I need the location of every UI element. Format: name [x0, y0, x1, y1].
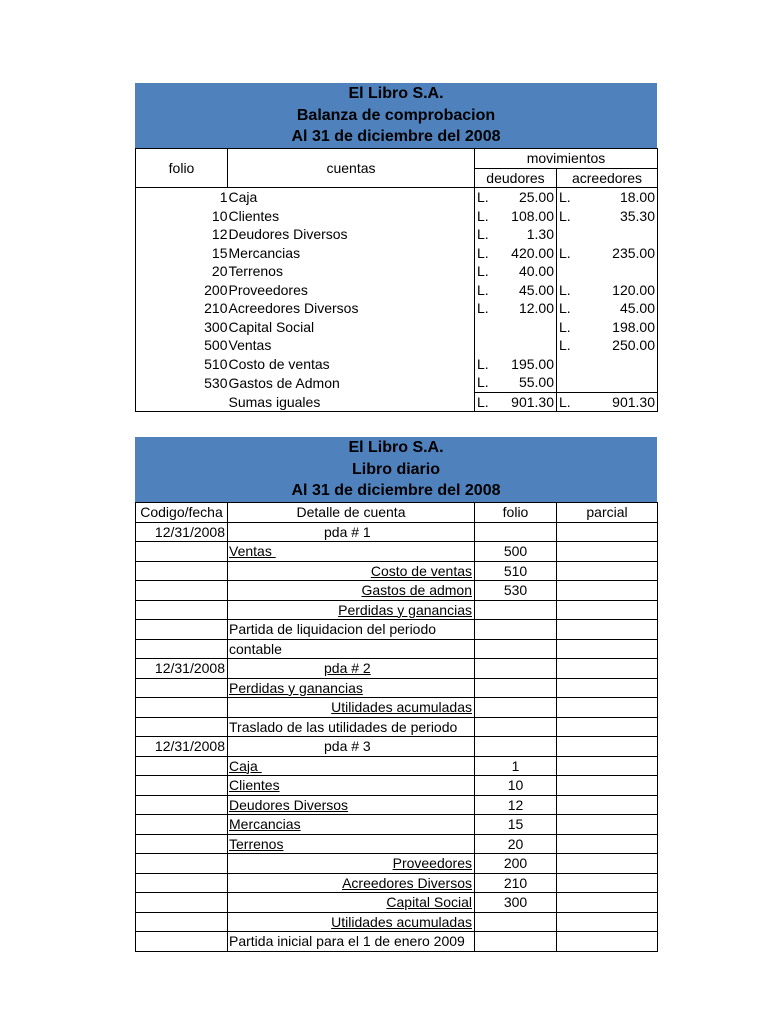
detalle-text: pda # 3	[324, 738, 371, 755]
amount: 25.00	[518, 189, 554, 206]
deudor-cell	[475, 225, 557, 244]
detalle-cell	[228, 600, 475, 620]
currency-symbol: L.	[559, 189, 571, 206]
balanza-table	[135, 148, 658, 412]
header-folio: folio	[475, 503, 557, 523]
amount: 35.30	[619, 207, 655, 224]
fecha-cell: 12/31/2008	[136, 522, 228, 542]
folio-cell: 10	[136, 207, 228, 226]
fecha-cell	[136, 639, 228, 659]
detalle-cell	[228, 659, 475, 679]
deudor-cell	[475, 373, 557, 392]
detalle-text: Deudores Diversos	[229, 796, 349, 813]
table-row	[136, 262, 658, 281]
folio-cell: 500	[475, 542, 557, 562]
fecha-cell: 12/31/2008	[136, 737, 228, 757]
detalle-text: Ventas	[229, 543, 276, 560]
detalle-text: Partida inicial para el 1 de enero 2009	[229, 933, 465, 950]
fecha-cell	[136, 698, 228, 718]
currency-symbol: L.	[477, 355, 489, 372]
amount: 235.00	[612, 244, 655, 261]
detalle-text: Perdidas y ganancias	[229, 679, 363, 696]
folio-cell	[475, 717, 557, 737]
table-row	[136, 717, 658, 737]
fecha-cell	[136, 776, 228, 796]
detalle-cell	[228, 620, 475, 640]
detalle-text: Terrenos	[229, 835, 284, 852]
parcial-cell	[557, 717, 658, 737]
table-row	[136, 355, 658, 374]
cuenta-cell: Deudores Diversos	[228, 225, 475, 244]
acreedor-cell-value	[559, 299, 655, 317]
acreedor-cell	[557, 355, 658, 374]
acreedor-cell	[557, 188, 658, 207]
acreedor-cell-value	[559, 318, 655, 336]
table-row	[136, 698, 658, 718]
parcial-cell	[557, 600, 658, 620]
folio-cell: 20	[475, 834, 557, 854]
table-row	[136, 776, 658, 796]
folio-cell: 10	[475, 776, 557, 796]
deudor-cell	[475, 188, 557, 207]
acreedor-cell-value	[559, 244, 655, 262]
folio-cell: 530	[136, 373, 228, 392]
deudor-cell	[475, 281, 557, 300]
detalle-text: Traslado de las utilidades de periodo	[229, 718, 458, 735]
currency-symbol: L.	[477, 207, 489, 224]
deudor-cell	[475, 318, 557, 337]
deudor-cell-value	[477, 299, 554, 317]
acreedor-cell	[557, 299, 658, 318]
table-row	[136, 659, 658, 679]
header-movimientos: movimientos	[475, 149, 658, 169]
currency-symbol: L.	[477, 189, 489, 206]
currency-symbol: L.	[477, 300, 489, 317]
parcial-cell	[557, 522, 658, 542]
currency-symbol: L.	[477, 244, 489, 261]
table-row	[136, 336, 658, 355]
parcial-cell	[557, 776, 658, 796]
cuenta-cell: Costo de ventas	[228, 355, 475, 374]
table-row	[136, 932, 658, 952]
detalle-text: pda # 1	[324, 523, 371, 540]
deudor-cell	[475, 244, 557, 263]
folio-cell	[475, 932, 557, 952]
fecha-cell	[136, 815, 228, 835]
fecha-cell	[136, 717, 228, 737]
table-row	[136, 225, 658, 244]
fecha-cell	[136, 795, 228, 815]
folio-cell: 1	[475, 756, 557, 776]
header-cuentas: cuentas	[228, 149, 475, 188]
detalle-text: contable	[229, 640, 282, 657]
parcial-cell	[557, 912, 658, 932]
currency-symbol: L.	[477, 263, 489, 280]
folio-cell: 12	[475, 795, 557, 815]
acreedor-cell	[557, 225, 658, 244]
parcial-cell	[557, 737, 658, 757]
acreedor-cell-value	[559, 336, 655, 354]
detalle-text: Gastos de admon	[361, 582, 472, 599]
amount: 45.00	[518, 281, 554, 298]
detalle-text: Partida de liquidacion del periodo	[229, 621, 437, 638]
deudor-cell	[475, 336, 557, 355]
parcial-cell	[557, 834, 658, 854]
cuenta-cell: Mercancias	[228, 244, 475, 263]
parcial-cell	[557, 795, 658, 815]
folio-cell: 12	[136, 225, 228, 244]
acreedor-cell	[557, 207, 658, 226]
detalle-cell	[228, 815, 475, 835]
amount: 250.00	[612, 337, 655, 354]
currency-symbol: L.	[559, 244, 571, 261]
folio-cell	[475, 620, 557, 640]
detalle-text: pda # 2	[324, 660, 371, 677]
detalle-cell	[228, 737, 475, 757]
deudor-cell	[475, 355, 557, 374]
detalle-cell	[228, 698, 475, 718]
table-row	[136, 522, 658, 542]
amount: 120.00	[612, 281, 655, 298]
currency-symbol: L.	[559, 300, 571, 317]
currency-symbol: L.	[477, 374, 489, 391]
folio-cell	[475, 737, 557, 757]
currency-symbol: L.	[559, 207, 571, 224]
amount: 195.00	[511, 355, 554, 372]
parcial-cell	[557, 542, 658, 562]
cuenta-cell: Capital Social	[228, 318, 475, 337]
parcial-cell	[557, 581, 658, 601]
amount: 40.00	[518, 263, 554, 280]
folio-cell: 500	[136, 336, 228, 355]
folio-cell	[136, 392, 228, 412]
header-acreedores: acreedores	[557, 168, 658, 188]
folio-cell: 200	[136, 281, 228, 300]
detalle-cell	[228, 776, 475, 796]
table-row	[136, 281, 658, 300]
fecha-cell	[136, 542, 228, 562]
cuenta-cell: Proveedores	[228, 281, 475, 300]
deudor-cell-value	[477, 188, 554, 206]
fecha-cell	[136, 912, 228, 932]
acreedor-cell-value	[559, 207, 655, 225]
folio-cell	[475, 912, 557, 932]
deudor-cell	[475, 207, 557, 226]
acreedor-cell-value	[559, 281, 655, 299]
deudor-cell-value	[477, 281, 554, 299]
amount: 108.00	[511, 207, 554, 224]
folio-cell: 1	[136, 188, 228, 207]
folio-cell	[475, 600, 557, 620]
company-title: El Libro S.A.	[348, 439, 444, 456]
currency-symbol: L.	[477, 393, 489, 410]
amount: 901.30	[511, 393, 554, 410]
fecha-cell	[136, 873, 228, 893]
table-row	[136, 188, 658, 207]
detalle-text: Costo de ventas	[370, 562, 472, 579]
table-row	[136, 299, 658, 318]
table-row	[136, 873, 658, 893]
header-codigo: Codigo/fecha	[136, 503, 228, 523]
parcial-cell	[557, 873, 658, 893]
detalle-cell	[228, 834, 475, 854]
detalle-cell	[228, 561, 475, 581]
detalle-text: Acreedores Diversos	[342, 874, 472, 891]
header-parcial: parcial	[557, 503, 658, 523]
fecha-cell	[136, 756, 228, 776]
folio-cell	[475, 698, 557, 718]
amount: 420.00	[511, 244, 554, 261]
table-row	[136, 318, 658, 337]
parcial-cell	[557, 678, 658, 698]
cuenta-cell: Gastos de Admon	[228, 373, 475, 392]
table-row	[136, 639, 658, 659]
acreedor-cell	[557, 373, 658, 392]
cuenta-cell: Clientes	[228, 207, 475, 226]
detalle-text: Caja	[229, 757, 262, 774]
fecha-cell	[136, 678, 228, 698]
diario-table	[135, 502, 658, 952]
diario-title: Libro diario	[352, 460, 440, 478]
cuenta-cell: Terrenos	[228, 262, 475, 281]
detalle-text: Clientes	[229, 777, 280, 794]
amount: 1.30	[526, 226, 554, 243]
table-row	[136, 815, 658, 835]
currency-symbol: L.	[559, 281, 571, 298]
parcial-cell	[557, 932, 658, 952]
folio-cell	[475, 522, 557, 542]
folio-cell: 300	[475, 893, 557, 913]
fecha-cell	[136, 620, 228, 640]
folio-cell: 510	[475, 561, 557, 581]
deudor-cell	[475, 262, 557, 281]
fecha-cell	[136, 854, 228, 874]
table-row	[136, 581, 658, 601]
cuenta-cell: Ventas	[228, 336, 475, 355]
folio-cell: 510	[136, 355, 228, 374]
total-label: Sumas iguales	[228, 392, 475, 412]
table-row	[136, 207, 658, 226]
parcial-cell	[557, 893, 658, 913]
table-row	[136, 795, 658, 815]
header-detalle: Detalle de cuenta	[228, 503, 475, 523]
total-acreedor	[557, 392, 658, 412]
detalle-text: Utilidades acumuladas	[331, 699, 472, 716]
table-row	[136, 678, 658, 698]
parcial-cell	[557, 561, 658, 581]
company-title: El Libro S.A.	[348, 85, 444, 102]
balanza-date: Al 31 de diciembre del 2008	[291, 128, 501, 145]
table-row	[136, 893, 658, 913]
acreedor-cell-value	[559, 188, 655, 206]
detalle-cell	[228, 912, 475, 932]
deudor-cell-value	[477, 262, 554, 280]
fecha-cell	[136, 932, 228, 952]
amount: 55.00	[518, 374, 554, 391]
balanza-header	[135, 83, 657, 148]
detalle-text: Capital Social	[386, 894, 472, 911]
detalle-cell	[228, 756, 475, 776]
folio-cell: 210	[136, 299, 228, 318]
detalle-cell	[228, 873, 475, 893]
detalle-cell	[228, 893, 475, 913]
currency-symbol: L.	[477, 281, 489, 298]
detalle-cell	[228, 717, 475, 737]
folio-cell: 200	[475, 854, 557, 874]
folio-cell	[475, 659, 557, 679]
table-row	[136, 912, 658, 932]
folio-cell: 20	[136, 262, 228, 281]
table-row	[136, 756, 658, 776]
acreedor-cell	[557, 262, 658, 281]
folio-cell: 210	[475, 873, 557, 893]
diario-date: Al 31 de diciembre del 2008	[291, 482, 501, 499]
fecha-cell: 12/31/2008	[136, 659, 228, 679]
total-deudor-value	[477, 393, 554, 411]
parcial-cell	[557, 659, 658, 679]
parcial-cell	[557, 815, 658, 835]
total-deudor	[475, 392, 557, 412]
totals-row	[136, 392, 658, 412]
parcial-cell	[557, 854, 658, 874]
fecha-cell	[136, 893, 228, 913]
amount: 45.00	[619, 300, 655, 317]
table-row	[136, 244, 658, 263]
currency-symbol: L.	[559, 337, 571, 354]
table-row	[136, 373, 658, 392]
acreedor-cell	[557, 281, 658, 300]
currency-symbol: L.	[477, 226, 489, 243]
detalle-cell	[228, 639, 475, 659]
detalle-cell	[228, 932, 475, 952]
detalle-cell	[228, 542, 475, 562]
diario-header	[135, 437, 657, 502]
acreedor-cell	[557, 336, 658, 355]
amount: 18.00	[619, 189, 655, 206]
table-row	[136, 854, 658, 874]
deudor-cell-value	[477, 225, 554, 243]
folio-cell	[475, 639, 557, 659]
folio-cell: 530	[475, 581, 557, 601]
detalle-text: Utilidades acumuladas	[331, 913, 472, 930]
parcial-cell	[557, 698, 658, 718]
deudor-cell-value	[477, 355, 554, 373]
fecha-cell	[136, 561, 228, 581]
detalle-cell	[228, 678, 475, 698]
balanza-title: Balanza de comprobacion	[296, 106, 496, 124]
parcial-cell	[557, 620, 658, 640]
folio-cell	[475, 678, 557, 698]
table-row	[136, 542, 658, 562]
detalle-cell	[228, 795, 475, 815]
acreedor-cell	[557, 244, 658, 263]
currency-symbol: L.	[559, 393, 571, 410]
header-folio: folio	[136, 149, 228, 188]
deudor-cell-value	[477, 207, 554, 225]
header-deudores: deudores	[475, 168, 557, 188]
currency-symbol: L.	[559, 318, 571, 335]
folio-cell: 300	[136, 318, 228, 337]
fecha-cell	[136, 600, 228, 620]
total-acreedor-value	[559, 393, 655, 411]
table-row	[136, 600, 658, 620]
deudor-cell-value	[477, 373, 554, 391]
parcial-cell	[557, 639, 658, 659]
table-row	[136, 737, 658, 757]
deudor-cell	[475, 299, 557, 318]
cuenta-cell: Acreedores Diversos	[228, 299, 475, 318]
amount: 198.00	[612, 318, 655, 335]
fecha-cell	[136, 834, 228, 854]
detalle-cell	[228, 581, 475, 601]
detalle-text: Mercancias	[229, 816, 301, 833]
folio-cell: 15	[475, 815, 557, 835]
folio-cell: 15	[136, 244, 228, 263]
fecha-cell	[136, 581, 228, 601]
deudor-cell-value	[477, 244, 554, 262]
detalle-text: Perdidas y ganancias	[338, 601, 472, 618]
acreedor-cell	[557, 318, 658, 337]
amount: 12.00	[518, 300, 554, 317]
table-row	[136, 834, 658, 854]
table-row	[136, 620, 658, 640]
detalle-cell	[228, 522, 475, 542]
amount: 901.30	[612, 393, 655, 410]
detalle-text: Proveedores	[392, 855, 472, 872]
cuenta-cell: Caja	[228, 188, 475, 207]
detalle-cell	[228, 854, 475, 874]
parcial-cell	[557, 756, 658, 776]
table-row	[136, 561, 658, 581]
